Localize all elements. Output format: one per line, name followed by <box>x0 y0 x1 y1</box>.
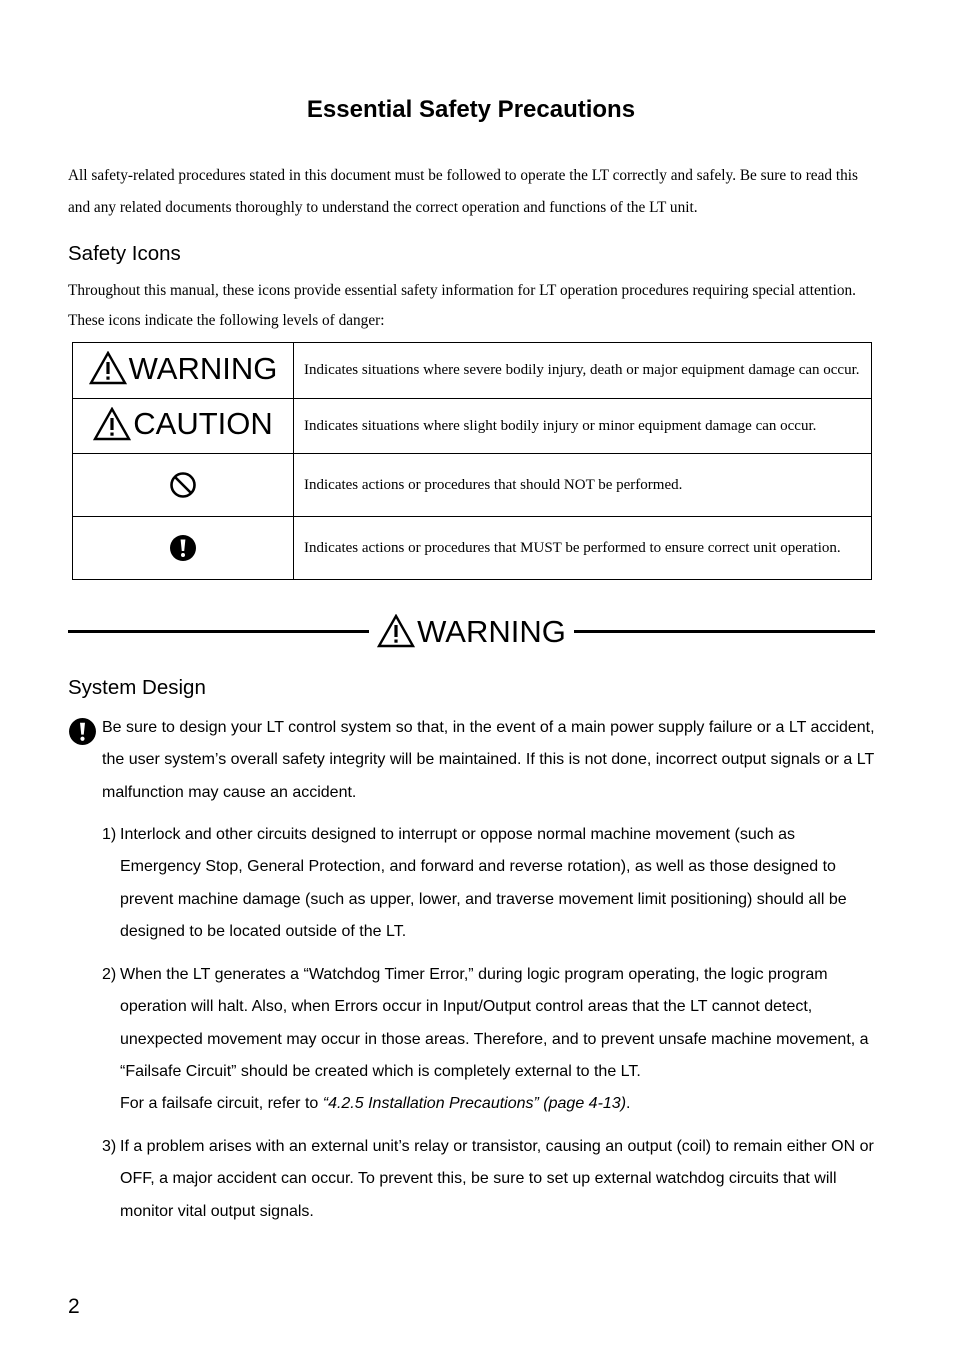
icon-cell <box>73 399 294 454</box>
icon-cell <box>73 454 294 517</box>
list-item <box>102 1131 877 1228</box>
system-design-heading: System Design <box>68 676 206 699</box>
banner-rule-left <box>68 630 369 633</box>
safety-icons-heading: Safety Icons <box>68 242 181 265</box>
icon-cell <box>73 517 294 580</box>
caution-description: Indicates situations where slight bodily injury or minor equipment damage can occur. <box>294 399 872 454</box>
banner-rule-right <box>574 630 875 633</box>
warning-label: WARNING <box>128 350 278 386</box>
list-item-text: Interlock and other circuits designed to interrupt or oppose normal machine movement (such as Emergency Stop, General Protection, and forward and reverse rotation), as well as those designed to prevent machine damage (such as upper, lower, and traverse movement limit positioning) should all be designed to be located outside of the LT. <box>120 826 847 940</box>
mandatory-exclamation-icon <box>169 534 197 562</box>
table-row <box>73 343 872 399</box>
prohibited-icon <box>169 471 197 499</box>
table-row <box>73 517 872 580</box>
page-title: Essential Safety Precautions <box>306 96 636 123</box>
list-item-number: 2) <box>102 966 117 983</box>
page-number: 2 <box>68 1295 80 1318</box>
system-design-paragraph: Be sure to design your LT control system so that, in the event of a main power supply failure or a LT accident, the user system’s overall safety integrity will be maintained. If this is not done, incorrect output signals or a LT malfunction may cause an accident. <box>102 719 875 801</box>
reference-suffix: . <box>626 1095 631 1113</box>
warning-triangle-icon <box>93 407 131 441</box>
safety-icon-table <box>72 342 872 580</box>
mandatory-exclamation-icon <box>68 717 97 746</box>
intro-paragraph: All safety-related procedures stated in this document must be followed to operate the LT correctly and safely. Be sure to read this and any related documents thoroughly to understand the correct operation and functions of the LT unit. <box>68 167 858 216</box>
warning-triangle-icon <box>89 351 127 385</box>
warning-description: Indicates situations where severe bodily injury, death or major equipment damage can occur. <box>294 343 872 399</box>
mandatory-description: Indicates actions or procedures that MUST be performed to ensure correct unit operation. <box>294 517 872 580</box>
list-item <box>102 819 877 948</box>
banner-label: WARNING <box>417 613 566 649</box>
icon-cell <box>73 343 294 399</box>
reference-link[interactable]: “4.2.5 Installation Precautions” (page 4-13) <box>322 1095 627 1113</box>
list-item-number: 3) <box>102 1138 117 1155</box>
reference-prefix: For a failsafe circuit, refer to <box>120 1095 323 1113</box>
list-item-reference <box>120 1088 877 1120</box>
warning-triangle-icon <box>377 614 415 648</box>
list-item-text: When the LT generates a “Watchdog Timer Error,” during logic program operating, the logic program operation will halt. Also, when Errors occur in Input/Output control areas that the LT cannot detect, unexpected movement may occur in those areas. Therefore, and to prevent unsafe machine movement, a “Failsafe Circuit” should be created which is completely external to the LT. <box>120 966 869 1080</box>
prohibited-description: Indicates actions or procedures that should NOT be performed. <box>294 454 872 517</box>
list-item <box>102 959 877 1120</box>
table-row <box>73 399 872 454</box>
list-item-text: If a problem arises with an external unit’s relay or transistor, causing an output (coil) to remain either ON or OFF, a major accident can occur. To prevent this, be sure to set up external watchdog circuits that will monitor vital output signals. <box>120 1138 874 1220</box>
list-item-number: 1) <box>102 826 117 843</box>
safety-icons-intro: Throughout this manual, these icons provide essential safety information for LT operation procedures requiring special attention. These icons indicate the following levels of danger: <box>68 282 857 329</box>
table-row <box>73 454 872 517</box>
caution-label: CAUTION <box>133 406 273 441</box>
warning-banner <box>68 610 875 652</box>
